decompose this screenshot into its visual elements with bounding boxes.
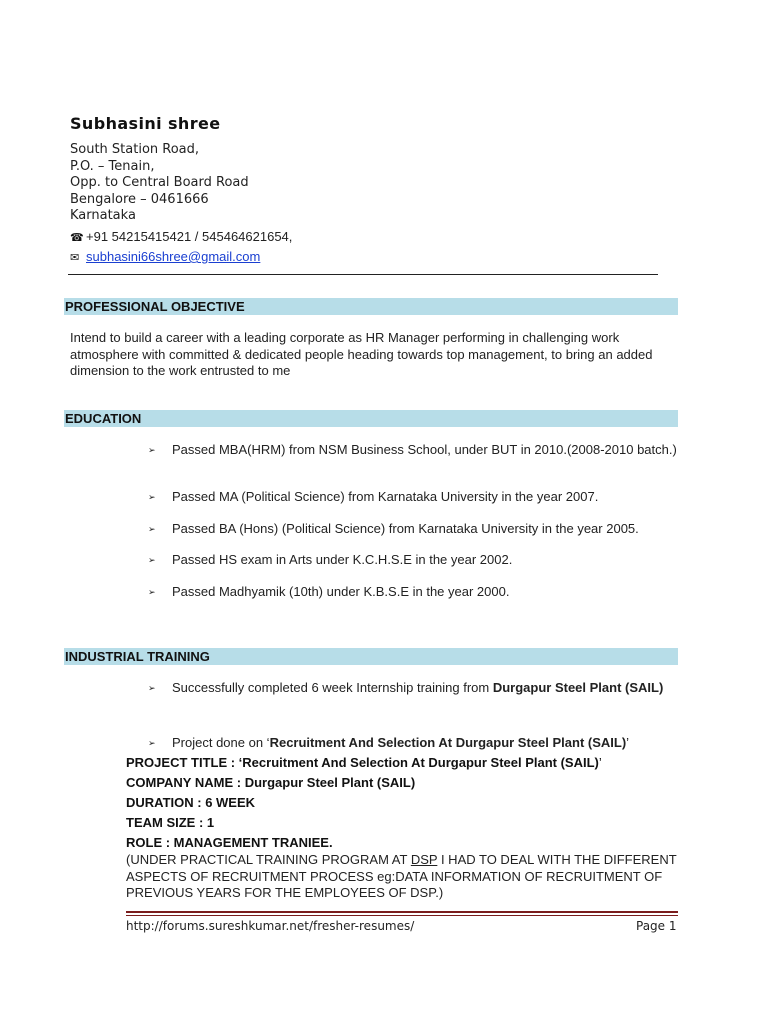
arrow-bullet-icon: ➢: [148, 555, 156, 565]
list-item: ➢ Passed BA (Hons) (Political Science) from Karnataka University in the year 2005.: [148, 521, 639, 536]
objective-text: Intend to build a career with a leading corporate as HR Manager performing in challenging work atmosphere with committed & dedicated people heading towards top management, to bring an added dimension to the work entrusted to me: [70, 330, 653, 378]
project-details: [126, 753, 686, 853]
project-title: PROJECT TITLE : ‘Recruitment And Selection At Durgapur Steel Plant (SAIL)’: [126, 755, 602, 770]
arrow-bullet-icon: ➢: [148, 738, 156, 748]
role: ROLE : MANAGEMENT TRANIEE.: [126, 835, 333, 850]
section-heading-education: EDUCATION: [64, 410, 678, 427]
address-line: Karnataka: [70, 208, 136, 224]
email-link[interactable]: subhasini66shree@gmail.com: [86, 249, 261, 264]
company-name: COMPANY NAME : Durgapur Steel Plant (SAIL): [126, 775, 416, 790]
email-row: [70, 249, 260, 264]
envelope-icon: ✉: [70, 252, 80, 264]
phone-number: +91 54215415421 / 545464621654,: [86, 229, 293, 244]
page-number: Page 1: [636, 919, 677, 933]
list-item: ➢ Passed Madhyamik (10th) under K.B.S.E in the year 2000.: [148, 584, 510, 599]
arrow-bullet-icon: ➢: [148, 445, 156, 455]
footer-divider-thin: [126, 915, 678, 916]
candidate-name: Subhasini shree: [70, 114, 221, 133]
list-item: ➢ Successfully completed 6 week Internship training from Durgapur Steel Plant (SAIL): [148, 680, 664, 695]
address-line: South Station Road,: [70, 142, 200, 157]
list-item: ➢ Passed HS exam in Arts under K.C.H.S.E in the year 2002.: [148, 552, 513, 567]
address-line: Bengalore – 0461666: [70, 191, 209, 207]
list-item: ➢ Passed MA (Political Science) from Karnataka University in the year 2007.: [148, 489, 599, 504]
section-heading-training: INDUSTRIAL TRAINING: [64, 648, 678, 665]
address-line: Opp. to Central Board Road: [70, 175, 249, 191]
list-item: ➢ Project done on ‘Recruitment And Selection At Durgapur Steel Plant (SAIL)’: [148, 735, 630, 750]
address-block: [70, 142, 249, 225]
phone-icon: ☎: [70, 232, 84, 244]
header-divider: [68, 274, 658, 275]
team-size: TEAM SIZE : 1: [126, 815, 215, 830]
training-note: (UNDER PRACTICAL TRAINING PROGRAM AT DSP I HAD TO DEAL WITH THE DIFFERENT ASPECTS OF RECRUITMENT PROCESS eg:DATA INFORMATION OF RECRUITMENT OF PREVIOUS YEARS FOR THE EMPLOYEES OF DSP.): [126, 852, 677, 900]
phone-row: [70, 229, 292, 244]
section-heading-objective: PROFESSIONAL OBJECTIVE: [64, 298, 678, 315]
footer-divider: [126, 911, 678, 913]
address-line: P.O. – Tenain,: [70, 158, 155, 174]
duration: DURATION : 6 WEEK: [126, 795, 256, 810]
arrow-bullet-icon: ➢: [148, 492, 156, 502]
footer-url: http://forums.sureshkumar.net/fresher-resumes/: [126, 919, 415, 933]
arrow-bullet-icon: ➢: [148, 683, 156, 693]
list-item: ➢ Passed MBA(HRM) from NSM Business School, under BUT in 2010.(2008-2010 batch.): [148, 442, 677, 457]
arrow-bullet-icon: ➢: [148, 524, 156, 534]
arrow-bullet-icon: ➢: [148, 587, 156, 597]
